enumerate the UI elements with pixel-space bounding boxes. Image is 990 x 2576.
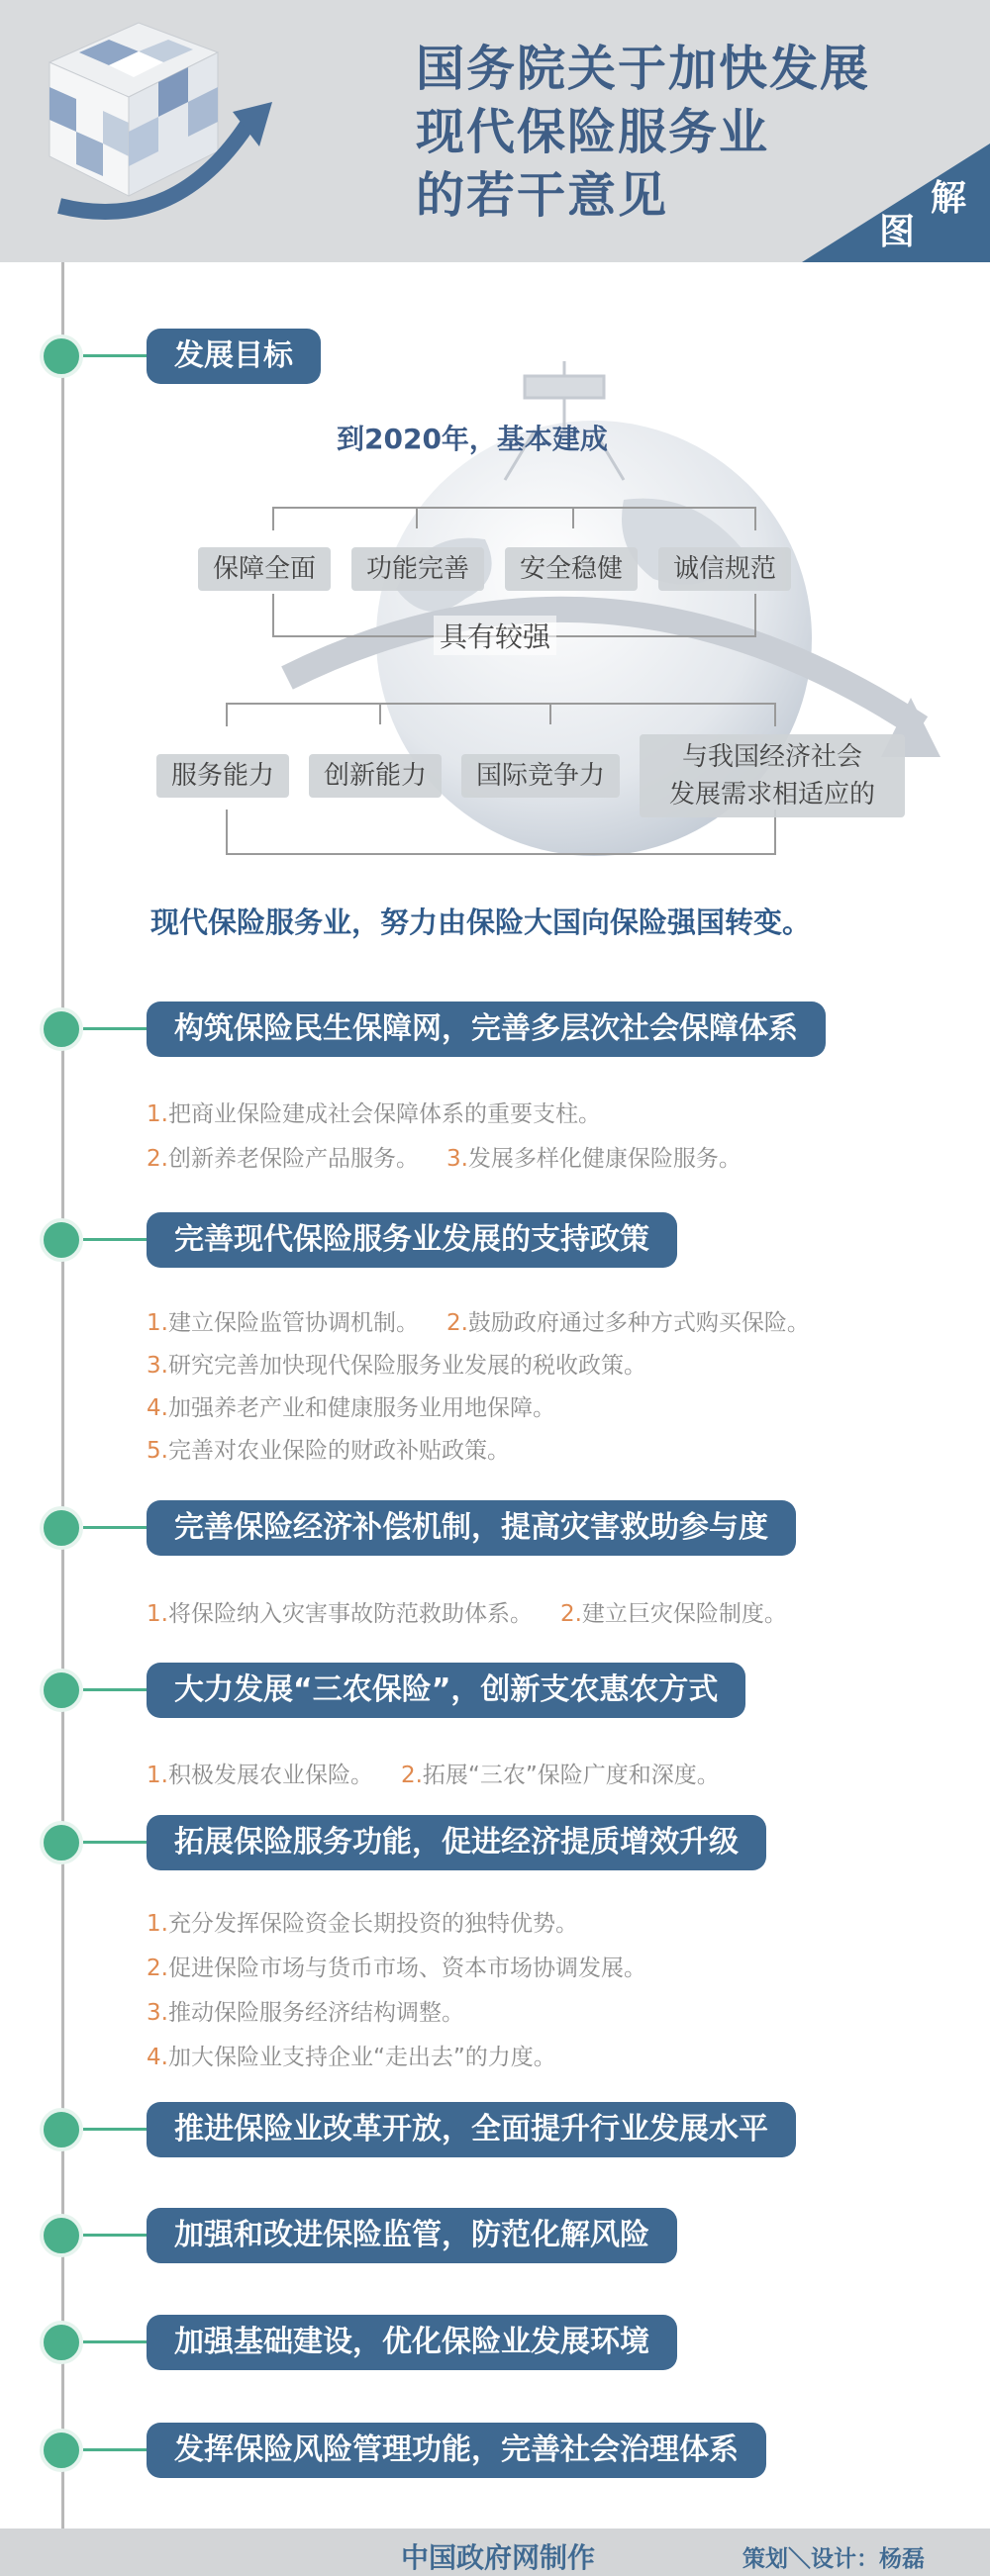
point-text: 充分发挥保险资金长期投资的独特优势。 bbox=[167, 1911, 578, 1937]
point-text: 创新养老保险产品服务。 bbox=[167, 1146, 419, 1172]
timeline-dot bbox=[40, 1506, 83, 1550]
point-number: 3. bbox=[147, 2000, 168, 2026]
timeline-connector bbox=[83, 1526, 152, 1529]
timeline-connector bbox=[83, 1238, 152, 1241]
point-text: 将保险纳入灾害事故防范救助体系。 bbox=[167, 1601, 533, 1627]
connector-bracket bbox=[272, 507, 756, 530]
section-point-line bbox=[147, 1432, 510, 1465]
point-number: 2. bbox=[446, 1310, 468, 1336]
goal-item-multiline bbox=[640, 734, 905, 817]
timeline-connector bbox=[83, 2340, 152, 2343]
section-point-line bbox=[147, 1905, 578, 1938]
point-number: 2. bbox=[400, 1763, 423, 1788]
section-point-line bbox=[147, 1595, 787, 1628]
corner-char-tu: 图 bbox=[879, 212, 916, 252]
goal-item: 保障全面 bbox=[198, 547, 331, 591]
point-text: 建立巨灾保险制度。 bbox=[581, 1601, 787, 1627]
section-heading: 加强基础建设，优化保险业发展环境 bbox=[147, 2315, 677, 2370]
section-point-line bbox=[147, 1140, 742, 1173]
section-point-line bbox=[147, 1994, 464, 2027]
point-text: 加大保险业支持企业“走出去”的力度。 bbox=[167, 2045, 556, 2070]
goal-item: 诚信规范 bbox=[658, 547, 791, 591]
timeline-line bbox=[61, 262, 64, 2528]
goal-summary: 现代保险服务业，努力由保险大国向保险强国转变。 bbox=[150, 906, 812, 939]
goal-item-line: 与我国经济社会 bbox=[681, 742, 862, 772]
goal-item-line: 发展需求相适应的 bbox=[668, 780, 875, 810]
section-point-line bbox=[147, 1096, 601, 1128]
point-number: 2. bbox=[147, 1956, 168, 1981]
section-heading: 拓展保险服务功能，促进经济提质增效升级 bbox=[147, 1815, 766, 1870]
title-line-1: 国务院关于加快发展 bbox=[416, 41, 871, 97]
section-heading: 推进保险业改革开放，全面提升行业发展水平 bbox=[147, 2102, 796, 2157]
timeline-dot bbox=[40, 1669, 83, 1712]
point-number: 3. bbox=[147, 1353, 168, 1379]
goal-title: 到2020年，基本建成 bbox=[337, 423, 608, 455]
connector-tick bbox=[549, 703, 551, 724]
connector-bracket bbox=[226, 703, 776, 726]
rubik-cube-icon bbox=[30, 8, 277, 226]
section-heading: 加强和改进保险监管，防范化解风险 bbox=[147, 2208, 677, 2263]
point-number: 4. bbox=[147, 2045, 168, 2070]
section-point-line bbox=[147, 1757, 720, 1789]
point-number: 1. bbox=[147, 1911, 168, 1937]
point-number: 3. bbox=[446, 1146, 468, 1172]
point-number: 2. bbox=[147, 1146, 168, 1172]
timeline-dot bbox=[40, 334, 83, 378]
section-point-line bbox=[147, 2039, 556, 2071]
point-text: 完善对农业保险的财政补贴政策。 bbox=[167, 1438, 510, 1464]
point-number: 1. bbox=[147, 1101, 168, 1127]
point-text: 推动保险服务经济结构调整。 bbox=[167, 2000, 464, 2026]
point-text: 积极发展农业保险。 bbox=[167, 1763, 373, 1788]
timeline-connector bbox=[83, 1841, 152, 1844]
goal-item: 创新能力 bbox=[309, 754, 442, 798]
timeline-connector bbox=[83, 2448, 152, 2451]
goal-item: 功能完善 bbox=[351, 547, 484, 591]
point-text: 促进保险市场与货币市场、资本市场协调发展。 bbox=[167, 1956, 646, 1981]
section-heading: 大力发展“三农保险”，创新支农惠农方式 bbox=[147, 1663, 745, 1718]
section-heading: 完善现代保险服务业发展的支持政策 bbox=[147, 1212, 677, 1268]
section-point-line bbox=[147, 1304, 810, 1337]
timeline-connector bbox=[83, 2128, 152, 2131]
point-text: 把商业保险建成社会保障体系的重要支柱。 bbox=[167, 1101, 601, 1127]
timeline-connector bbox=[83, 1688, 152, 1691]
point-number: 1. bbox=[147, 1763, 168, 1788]
corner-char-jie: 解 bbox=[931, 178, 967, 219]
section-heading-goal: 发展目标 bbox=[147, 329, 321, 384]
timeline-dot bbox=[40, 1007, 83, 1051]
section-heading: 发挥保险风险管理功能，完善社会治理体系 bbox=[147, 2423, 766, 2478]
point-number: 2. bbox=[559, 1601, 582, 1627]
header-banner bbox=[0, 0, 990, 262]
timeline-dot bbox=[40, 2321, 83, 2364]
timeline-dot bbox=[40, 2429, 83, 2472]
timeline-connector bbox=[83, 1027, 152, 1030]
goal-item: 国际竞争力 bbox=[461, 754, 620, 798]
point-number: 1. bbox=[147, 1601, 168, 1627]
timeline-connector bbox=[83, 2234, 152, 2237]
point-number: 5. bbox=[147, 1438, 168, 1464]
point-text: 鼓励政府通过多种方式购买保险。 bbox=[467, 1310, 810, 1336]
point-text: 发展多样化健康保险服务。 bbox=[467, 1146, 742, 1172]
point-text: 建立保险监管协调机制。 bbox=[167, 1310, 419, 1336]
section-heading: 完善保险经济补偿机制，提高灾害救助参与度 bbox=[147, 1500, 796, 1556]
footer bbox=[0, 2528, 990, 2576]
point-text: 拓展“三农”保险广度和深度。 bbox=[422, 1763, 720, 1788]
point-text: 加强养老产业和健康服务业用地保障。 bbox=[167, 1395, 555, 1421]
title-line-2: 现代保险服务业 bbox=[416, 104, 770, 160]
timeline-connector bbox=[83, 354, 152, 357]
connector-tick bbox=[379, 703, 381, 724]
goal-item: 安全稳健 bbox=[505, 547, 638, 591]
point-number: 1. bbox=[147, 1310, 168, 1336]
goal-item: 服务能力 bbox=[156, 754, 289, 798]
point-number: 4. bbox=[147, 1395, 168, 1421]
connector-tick bbox=[572, 507, 574, 528]
goal-middle-label: 具有较强 bbox=[434, 616, 556, 655]
timeline-dot bbox=[40, 1218, 83, 1262]
footer-maker: 中国政府网制作 bbox=[401, 2541, 596, 2574]
timeline-dot bbox=[40, 2108, 83, 2151]
footer-credit: 策划＼设计：杨磊 bbox=[742, 2546, 925, 2572]
section-point-line bbox=[147, 1950, 646, 1982]
timeline-dot bbox=[40, 2214, 83, 2257]
section-heading: 构筑保险民生保障网，完善多层次社会保障体系 bbox=[147, 1002, 826, 1057]
section-point-line bbox=[147, 1347, 646, 1380]
point-text: 研究完善加快现代保险服务业发展的税收政策。 bbox=[167, 1353, 646, 1379]
section-point-line bbox=[147, 1389, 555, 1422]
timeline-dot bbox=[40, 1821, 83, 1864]
title-line-3: 的若干意见 bbox=[416, 167, 669, 224]
connector-tick bbox=[416, 507, 418, 528]
